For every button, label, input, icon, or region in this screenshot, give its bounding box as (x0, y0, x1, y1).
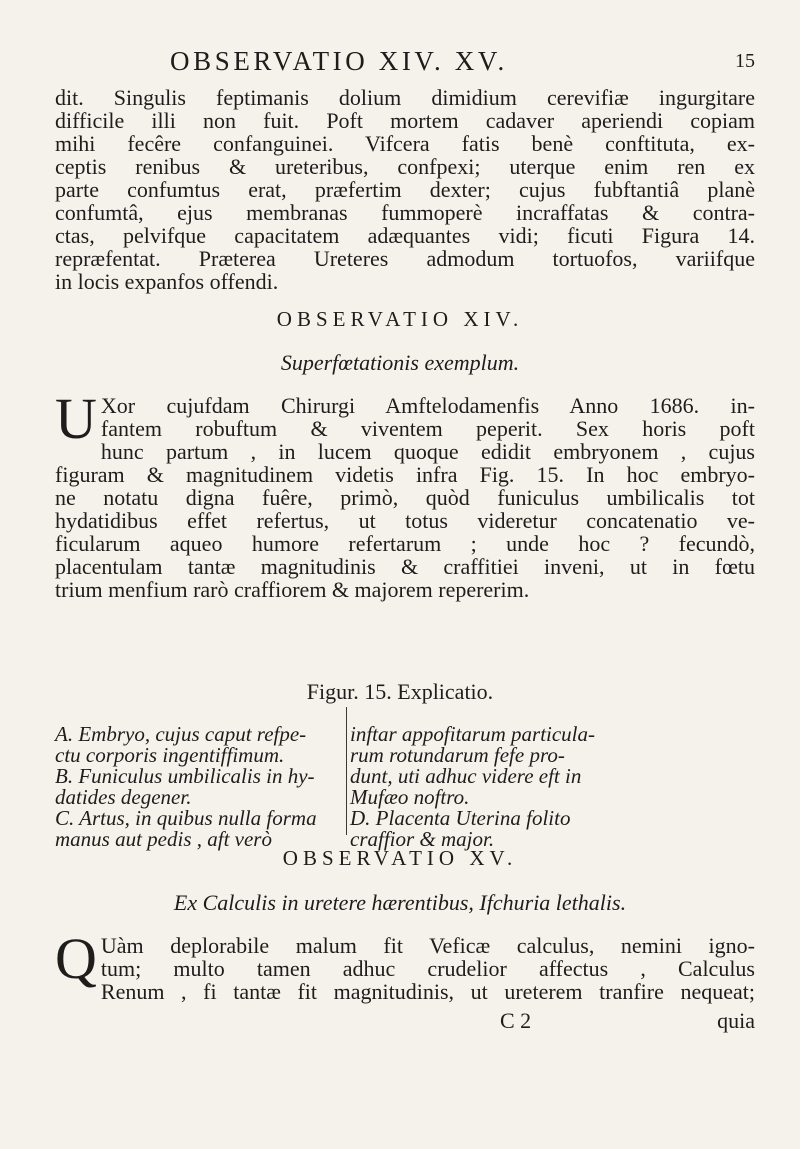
observation-14-heading: OBSERVATIO XIV. (276, 307, 524, 331)
legend-line: B. Funiculus umbilicalis in hy- (55, 764, 315, 788)
figure-caption: Figur. 15. Explicatio. (306, 679, 494, 704)
text-line: mihi fecêre confanguinei. Vifcera fatis benè conftituta, ex- (55, 131, 755, 156)
catchword: quia (717, 1008, 755, 1033)
legend-line: manus aut pedis , aft verò (55, 827, 272, 851)
text-line: dit. Singulis feptimanis dolium dimidium cerevifiæ ingurgitare (55, 85, 755, 110)
text-line: ne notatu digna fuêre, primò, quòd funiculus umbilicalis tot (55, 485, 755, 510)
legend-line: craffior & major. (350, 827, 495, 851)
page-number: 15 (735, 50, 755, 72)
legend-line: Mufæo noftro. (350, 785, 470, 809)
legend-line: D. Placenta Uterina folito (350, 806, 571, 830)
legend-line: inftar appofitarum particula- (350, 722, 596, 746)
figure-legend-left (55, 724, 345, 850)
running-header (0, 46, 800, 80)
text-line: trium menfium rarò craffiorem & majorem repererim. (55, 577, 530, 602)
observation-15-subtitle: Ex Calculis in uretere hærentibus, Ifchuria lethalis. (173, 890, 627, 915)
header-title: OBSERVATIO XIV. XV. (170, 46, 508, 76)
text-line: ctas, pelvifque capacitatem adæquantes vidi; ficuti Figura 14. (55, 223, 755, 248)
intro-paragraph (55, 86, 755, 293)
observation-14-body (55, 386, 755, 602)
text-line: repræfentat. Præterea Ureteres admodum tortuofos, variifque (55, 246, 755, 271)
signature-mark: C 2 (500, 1008, 532, 1033)
text-line: placentulam tantæ magnitudinis & craffitiei inveni, ut in fœtu (55, 554, 755, 579)
page-footer (0, 1008, 800, 1032)
legend-line: datides degener. (55, 785, 192, 809)
text-line: difficile illi non fuit. Poft mortem cadaver aperiendi copiam (55, 108, 755, 133)
text-line: Renum , fi tantæ fit magnitudinis, ut ureterem tranfire nequeat; (100, 979, 755, 1004)
legend-line: rum rotundarum fefe pro- (350, 743, 565, 767)
text-line: confumtâ, ejus membranas fummoperè incraffatas & contra- (55, 200, 755, 225)
text-line: Uàm deplorabile malum fit Veficæ calculus, nemini igno- (100, 933, 755, 958)
legend-line: ctu corporis ingentiffimum. (55, 743, 285, 767)
text-line: Xor cujufdam Chirurgi Amftelodamenfis Anno 1686. in- (100, 393, 755, 418)
text-line: figuram & magnitudinem videtis infra Fig. 15. In hoc embryo- (55, 462, 755, 487)
drop-cap: Q (55, 926, 97, 991)
figure-legend-right (350, 724, 760, 850)
observation-15-heading: OBSERVATIO XV. (282, 846, 518, 870)
legend-line: dunt, uti adhuc videre eft in (350, 764, 582, 788)
text-line: tum; multo tamen adhuc crudelior affectus , Calculus (100, 956, 755, 981)
observation-15-body (55, 926, 755, 1004)
observation-14-subtitle: Superfœtationis exemplum. (280, 350, 520, 375)
column-divider (346, 707, 347, 835)
text-line: hunc partum , in lucem quoque edidit embryonem , cujus (100, 439, 755, 464)
legend-line: A. Embryo, cujus caput refpe- (55, 722, 307, 746)
text-line: ficularum aqueo humore refertarum ; unde hoc ? fecundò, (55, 531, 755, 556)
text-line: ceptis renibus & ureteribus, confpexi; uterque enim ren ex (55, 154, 755, 179)
text-line: fantem robuftum & viventem peperit. Sex horis poft (100, 416, 755, 441)
text-line: parte confumtus erat, præfertim dexter; cujus fubftantiâ planè (55, 177, 755, 202)
text-line: hydatidibus effet refertus, ut totus videretur concatenatio ve- (55, 508, 755, 533)
drop-cap: U (55, 386, 97, 451)
text-line: in locis expanfos offendi. (55, 269, 279, 294)
legend-line: C. Artus, in quibus nulla forma (55, 806, 317, 830)
